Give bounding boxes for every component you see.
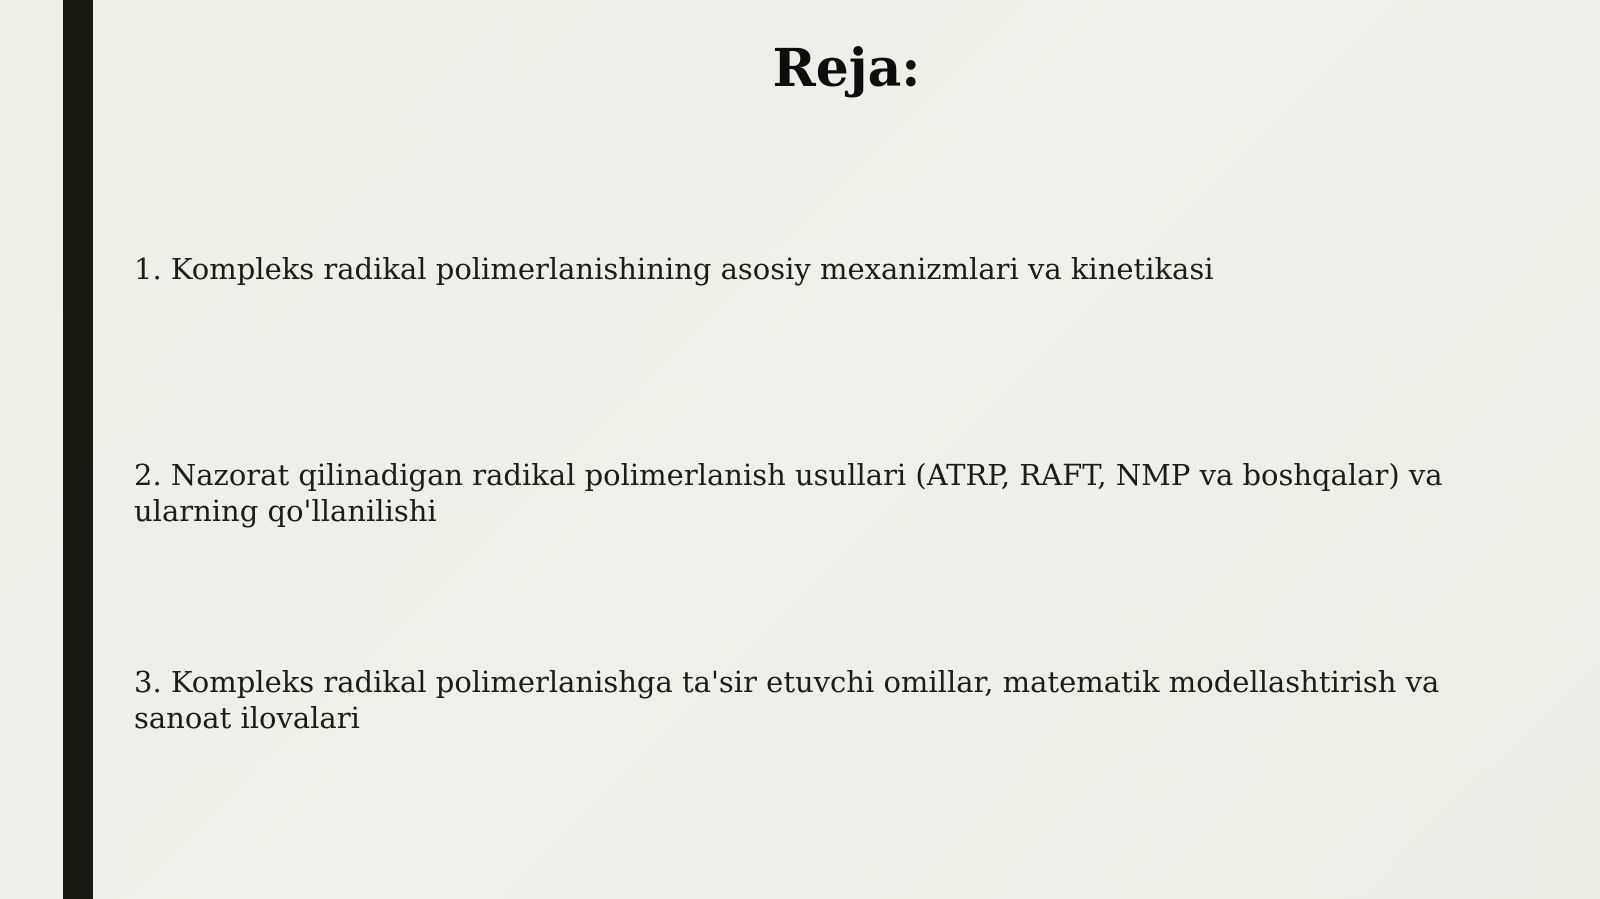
plan-item-2: 2. Nazorat qilinadigan radikal polimerlanish usullari (ATRP, RAFT, NMP va boshqalar) va ularning qo'llanilishi	[134, 458, 1443, 528]
slide-title: Reja:	[772, 38, 921, 99]
plan-item-1: 1. Kompleks radikal polimerlanishining asosiy mexanizmlari va kinetikasi	[134, 252, 1214, 286]
accent-bar	[63, 0, 93, 899]
plan-item-3: 3. Kompleks radikal polimerlanishga ta'sir etuvchi omillar, matematik modellashtirish va sanoat ilovalari	[134, 665, 1440, 735]
